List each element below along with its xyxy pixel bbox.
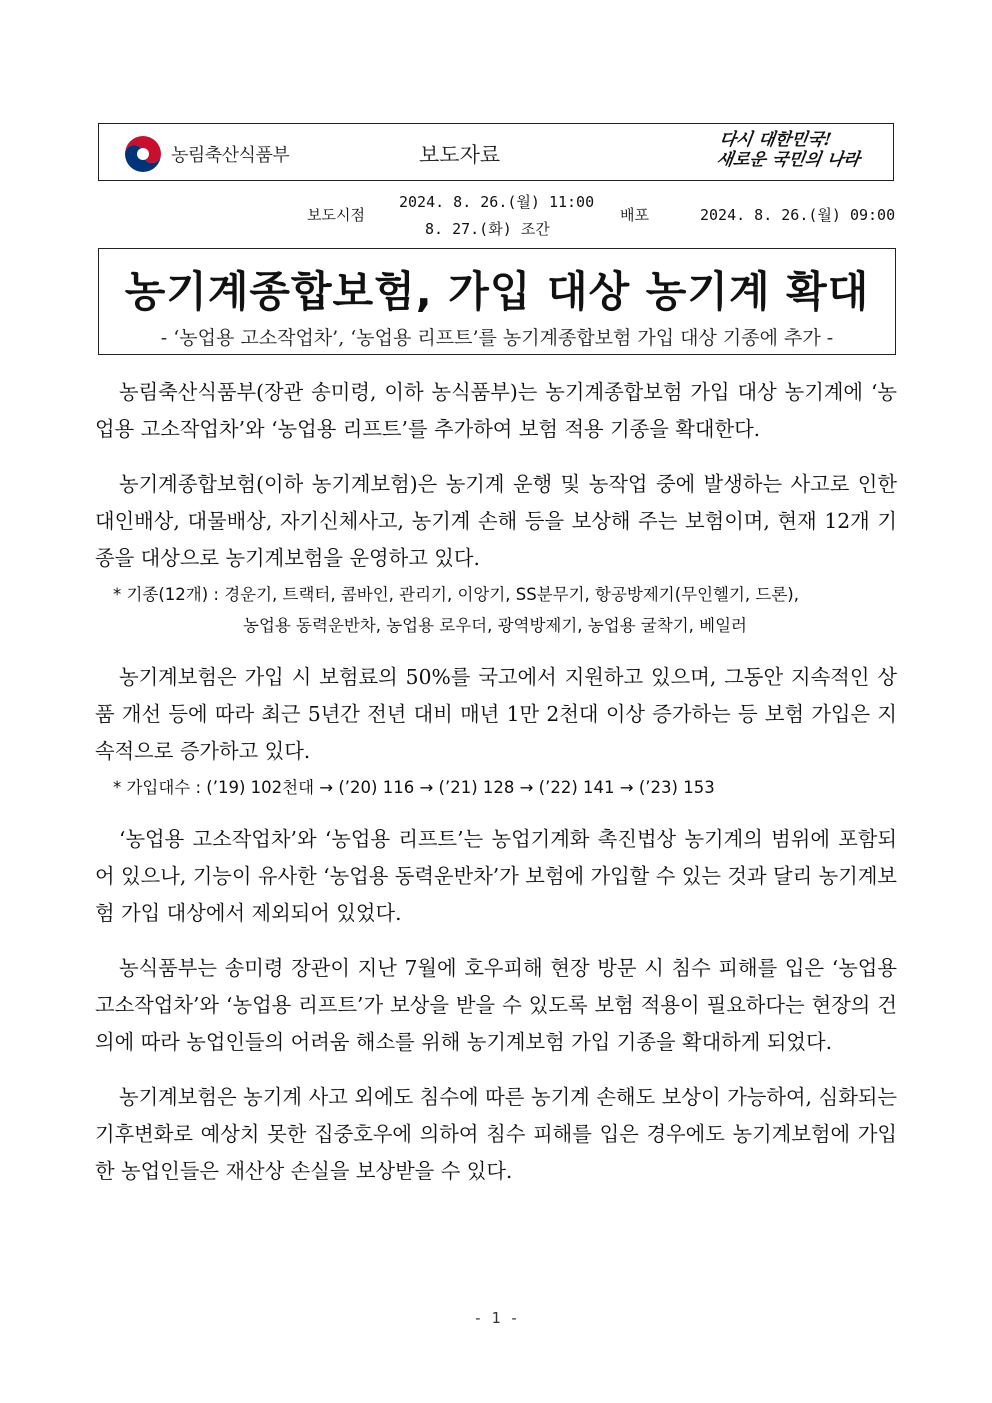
header-box: [98, 123, 894, 181]
distribution-time: 2024. 8. 26.(월) 09:00: [700, 206, 896, 224]
paragraph-2: 농기계종합보험(이하 농기계보험)은 농기계 운행 및 농작업 중에 발생하는 사고로 인한 대인배상, 대물배상, 자기신체사고, 농기계 손해 등을 보상해 주는 보험이며, 현재 12개 기종을 대상으로 농기계보험을 운영하고 있다.: [95, 472, 897, 570]
article-body: [95, 374, 897, 1190]
slogan-line-1: 다시 대한민국!: [717, 130, 833, 150]
title-box: [98, 248, 896, 355]
slogan: [715, 130, 864, 170]
ministry-name: 농림축산식품부: [171, 145, 290, 166]
page-number: - 1 -: [473, 1309, 519, 1327]
note-subscriptions: [95, 772, 897, 803]
paragraph-6: 농기계보험은 농기계 사고 외에도 침수에 따른 농기계 손해도 보상이 가능하여, 심화되는 기후변화로 예상치 못한 집중호우에 의하여 침수 피해를 입은 경우에도 농기계보험에 가입한 농업인들은 재산상 손실을 보상받을 수 있다.: [95, 1085, 897, 1183]
ministry-logo: [123, 134, 289, 174]
embargo-time-1: 2024. 8. 26.(월) 11:00: [399, 193, 595, 211]
taegeuk-emblem-icon: [123, 134, 163, 174]
note-machine-types-line-2: 농업용 동력운반차, 농업용 로우더, 광역방제기, 농업용 굴착기, 베일러: [243, 616, 747, 635]
embargo-label: 보도시점: [307, 206, 365, 224]
main-title: 농기계종합보험, 가입 대상 농기계 확대: [124, 267, 870, 316]
press-release-title: 보도자료: [419, 143, 501, 167]
note-machine-types-line-1: * 기종(12개) : 경운기, 트랙터, 콤바인, 관리기, 이앙기, SS분무기, 항공방제기(무인헬기, 드론),: [113, 585, 799, 604]
note-machine-types: [95, 579, 897, 641]
slogan-line-2: 새로운 국민의 나라: [714, 150, 861, 170]
sub-title: - ‘농업용 고소작업차’, ‘농업용 리프트’를 농기계종합보험 가입 대상 기종에 추가 -: [160, 327, 834, 349]
note-subscriptions-line: * 가입대수 : (’19) 102천대 → (’20) 116 → (’21) 128 → (’22) 141 → (’23) 153: [113, 778, 715, 797]
paragraph-1: 농림축산식품부(장관 송미령, 이하 농식품부)는 농기계종합보험 가입 대상 농기계에 ‘농업용 고소작업차’와 ‘농업용 리프트’를 추가하여 보험 적용 기종을 확대한다.: [95, 380, 897, 441]
paragraph-4: ‘농업용 고소작업차’와 ‘농업용 리프트’는 농업기계화 촉진법상 농기계의 범위에 포함되어 있으나, 기능이 유사한 ‘농업용 동력운반차’가 보험에 가입할 수 있는 것과 달리 농기계보험 가입 대상에서 제외되어 있었다.: [95, 827, 898, 925]
paragraph-3: 농기계보험은 가입 시 보험료의 50%를 국고에서 지원하고 있으며, 그동안 지속적인 상품 개선 등에 따라 최근 5년간 전년 대비 매년 1만 2천대 이상 증가하는 등 보험 가입은 지속적으로 증가하고 있다.: [95, 665, 897, 763]
embargo-time-2: 8. 27.(화) 조간: [425, 220, 550, 238]
paragraph-5: 농식품부는 송미령 장관이 지난 7월에 호우피해 현장 방문 시 침수 피해를 입은 ‘농업용 고소작업차’와 ‘농업용 리프트’가 보상을 받을 수 있도록 보험 적용이 필요하다는 현장의 건의에 따라 농업인들의 어려움 해소를 위해 농기계보험 가입 기종을 확대하게 되었다.: [95, 956, 897, 1054]
distribution-label: 배포: [620, 206, 649, 224]
